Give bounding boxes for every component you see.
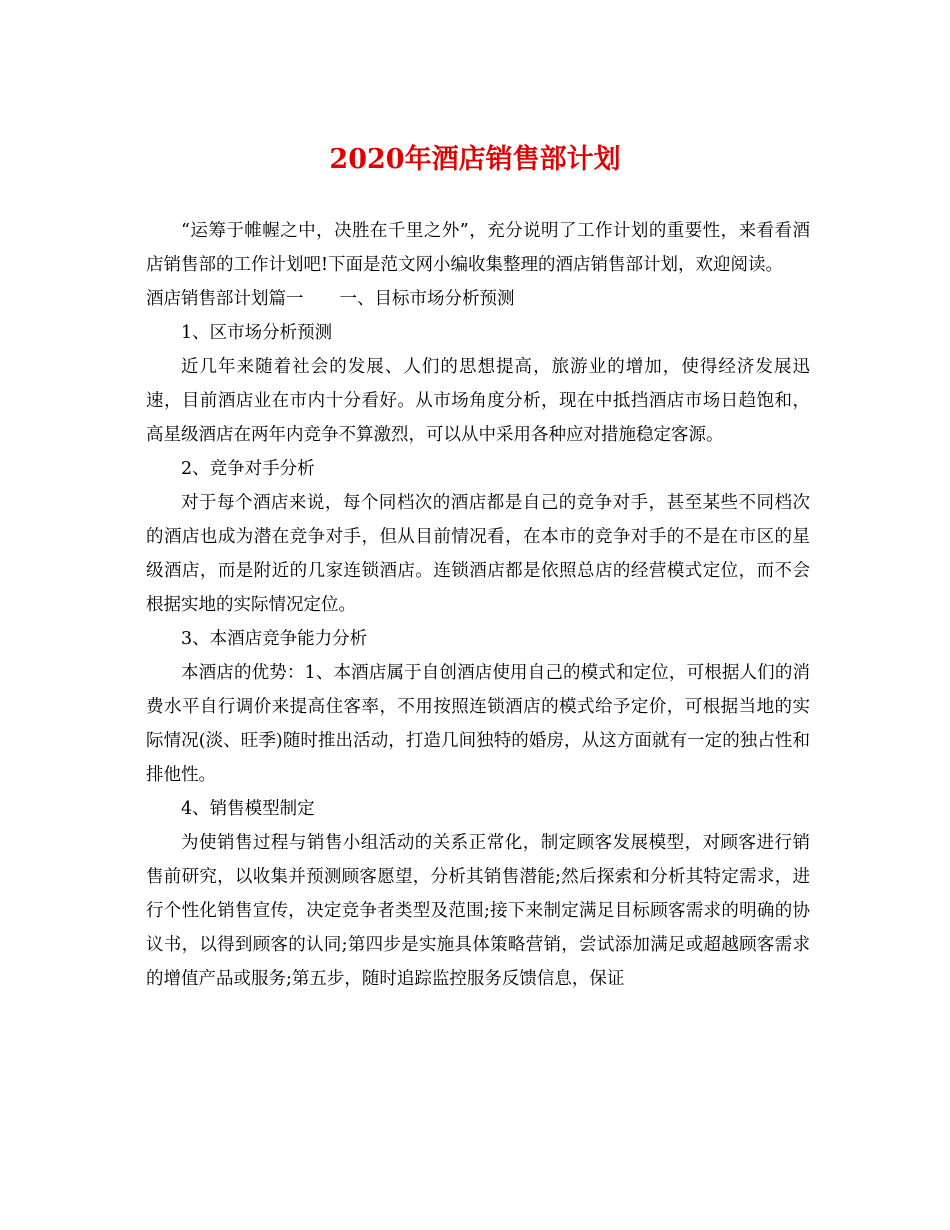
- part-label: 酒店销售部计划篇一: [146, 289, 304, 309]
- subheading-2: 2、竞争对手分析: [181, 459, 315, 479]
- paragraph-2: 对于每个酒店来说，每个同档次的酒店都是自己的竞争对手，甚至某些不同档次的酒店也成为潜在竞争对手，但从目前情况看，在本市的竞争对手的不是在市区的星级酒店，而是附近的几家连锁酒店。连锁酒店都是依照总店的经营模式定位，而不会根据实地的实际情况定位。: [146, 493, 810, 615]
- subheading-3: 3、本酒店竞争能力分析: [181, 629, 368, 649]
- intro-paragraph: “运筹于帷幄之中，决胜在千里之外”，充分说明了工作计划的重要性，来看看酒店销售部的工作计划吧!下面是范文网小编收集整理的酒店销售部计划，欢迎阅读。: [146, 221, 810, 275]
- paragraph-4: 为使销售过程与销售小组活动的关系正常化，制定顾客发展模型，对顾客进行销售前研究，以收集并预测顾客愿望，分析其销售潜能;然后探索和分析其特定需求，进行个性化销售宣传，决定竞争者类型及范围;接下来制定满足目标顾客需求的明确的协议书，以得到顾客的认同;第四步是实施具体策略营销，尝试添加满足或超越顾客需求的增值产品或服务;第五步，随时追踪监控服务反馈信息，保证: [146, 833, 810, 989]
- subheading-4: 4、销售模型制定: [181, 799, 315, 819]
- paragraph-1: 近几年来随着社会的发展、人们的思想提高，旅游业的增加，使得经济发展迅速，目前酒店业在市内十分看好。从市场角度分析，现在中抵挡酒店市场日趋饱和，高星级酒店在两年内竞争不算激烈，可以从中采用各种应对措施稳定客源。: [146, 357, 810, 445]
- section-heading: 一、目标市场分析预测: [339, 289, 515, 309]
- part-heading-line: [146, 282, 810, 316]
- paragraph-3: 本酒店的优势：1、本酒店属于自创酒店使用自己的模式和定位，可根据人们的消费水平自行调价来提高住客率，不用按照连锁酒店的模式给予定价，可根据当地的实际情况(淡、旺季)随时推出活动，打造几间独特的婚房，从这方面就有一定的独占性和排他性。: [146, 663, 810, 785]
- document-body: [146, 214, 810, 996]
- document-title: 2020年酒店销售部计划: [329, 144, 621, 175]
- subheading-1: 1、区市场分析预测: [181, 323, 333, 343]
